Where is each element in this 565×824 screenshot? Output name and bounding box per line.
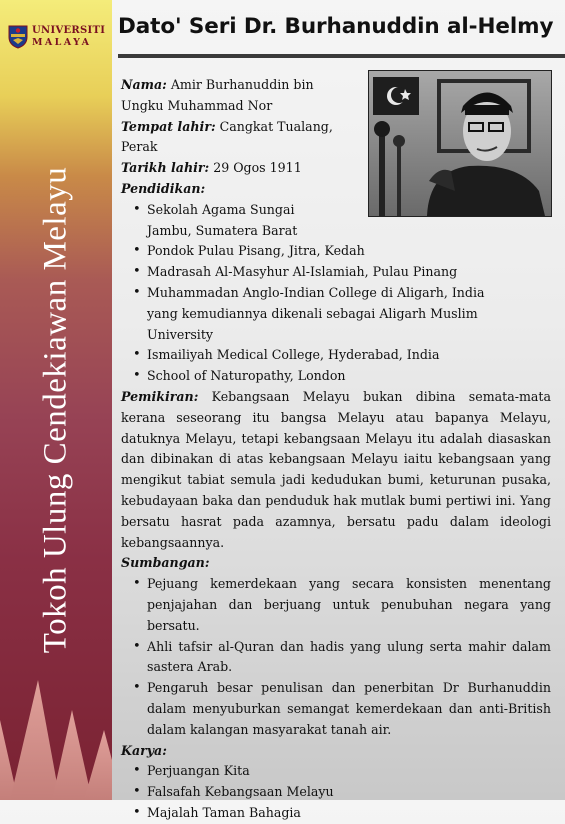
side-banner	[0, 0, 112, 800]
tempat-lahir-row	[121, 117, 356, 159]
list-item: • Madrasah Al-Masyhur Al-Islamiah, Pulau Pinang	[147, 262, 551, 283]
pemikiran-paragraph	[121, 387, 551, 553]
pendidikan-list	[121, 200, 551, 387]
list-item: • Pejuang kemerdekaan yang secara konsisten menentang penjajahan dan berjuang untuk penubuhan negara yang bersatu.	[147, 574, 551, 636]
sumbangan-label: Sumbangan:	[121, 555, 210, 571]
tempat-lahir-value-2: Perak	[121, 139, 158, 155]
nama-label: Nama:	[121, 77, 167, 92]
list-item: • Ismailiyah Medical College, Hyderabad, India	[147, 345, 551, 366]
tarikh-lahir-row	[121, 158, 356, 179]
banner-vertical-title: Tokoh Ulung Cendekiawan Melayu	[37, 166, 74, 654]
list-item: • Falsafah Kebangsaan Melayu	[147, 782, 551, 803]
logo-line-1: UNIVERSITI	[32, 25, 106, 36]
list-item: • Perjuangan Kita	[147, 761, 551, 782]
decorative-spikes	[0, 660, 112, 800]
list-item: • Muhammadan Anglo-Indian College di Aligarh, India yang kemudiannya dikenali sebagai Aligarh Muslim University	[147, 283, 517, 345]
nama-value-1: Amir Burhanuddin bin	[166, 77, 314, 92]
pemikiran-text: Kebangsaan Melayu bukan dibina semata-mata kerana seseorang itu bangsa Melayu atau bapanya Melayu, datuknya Melayu, tetapi kebangsaan Melayu itu adalah diasaskan dan dibinakan di atas kebangsaan Melayu iaitu kebangsaan yang mengikut tabiat semula jadi kedudukan bumi, keturunan pusaka, kebudayaan baka dan penduduk hak mutlak bumi pertiwi ini. Yang bersatu hasrat pada azamnya, bersatu padu dalam ideologi kebangsaannya.	[121, 388, 551, 550]
tempat-lahir-value-1: Cangkat Tualang,	[215, 118, 333, 134]
biography-content	[121, 75, 551, 824]
tarikh-lahir-label: Tarikh lahir:	[121, 160, 210, 176]
tempat-lahir-label: Tempat lahir:	[121, 118, 216, 134]
list-item: • School of Naturopathy, London	[147, 366, 551, 387]
title-divider	[118, 54, 565, 58]
list-item: • Ahli tafsir al-Quran dan hadis yang ulung serta mahir dalam sastera Arab.	[147, 637, 551, 679]
list-item: • Sekolah Agama Sungai Jambu, Sumatera Barat	[147, 200, 335, 242]
university-logo	[8, 20, 108, 54]
pendidikan-label: Pendidikan:	[121, 180, 206, 196]
logo-line-2: MALAYA	[32, 37, 92, 48]
list-item: • Pondok Pulau Pisang, Jitra, Kedah	[147, 241, 551, 262]
crest-icon	[8, 25, 28, 49]
tarikh-lahir-value: 29 Ogos 1911	[209, 160, 302, 176]
karya-label: Karya:	[121, 742, 167, 758]
karya-list	[121, 761, 551, 823]
nama-row	[121, 75, 356, 117]
list-item: • Majalah Taman Bahagia	[147, 803, 551, 824]
personal-details	[121, 75, 356, 200]
pemikiran-label: Pemikiran:	[121, 388, 199, 404]
list-item: • Pengaruh besar penulisan dan penerbitan Dr Burhanuddin dalam menyuburkan semangat kemerdekaan dan anti-British dalam kalangan masyarakat tanah air.	[147, 678, 551, 740]
page-title: Dato' Seri Dr. Burhanuddin al-Helmy	[118, 14, 554, 39]
nama-value-2: Ungku Muhammad Nor	[121, 97, 273, 113]
sumbangan-list	[121, 574, 551, 740]
